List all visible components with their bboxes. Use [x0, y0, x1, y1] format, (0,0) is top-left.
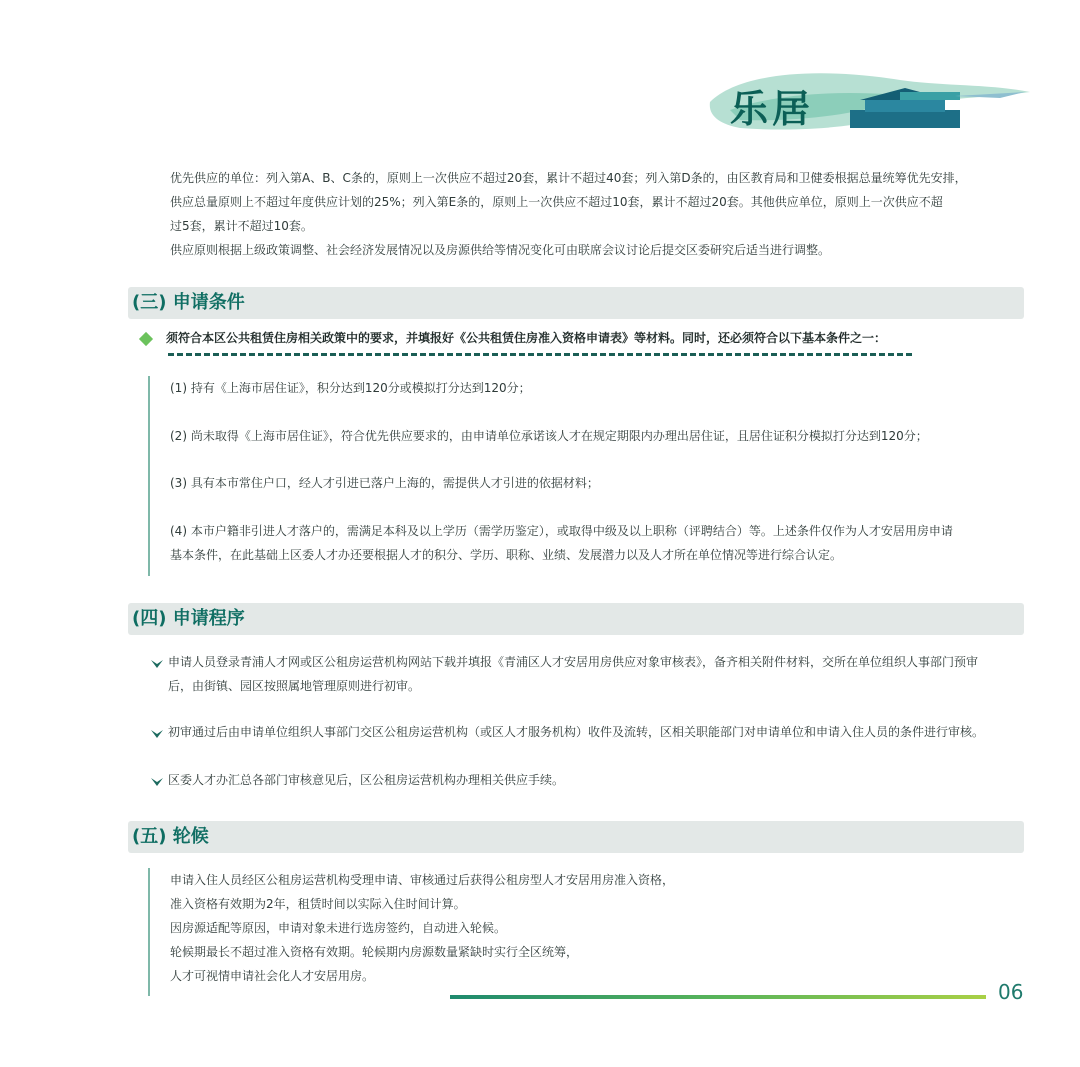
- condition-item-4-line: 基本条件，在此基础上区委人才办还要根据人才的积分、学历、职称、业绩、发展潜力以及人才所在单位情况等进行综合认定。: [170, 548, 843, 562]
- condition-item-4: [170, 519, 953, 567]
- condition-item-1: (1) 持有《上海市居住证》，积分达到120分或模拟打分达到120分；: [170, 381, 531, 395]
- condition-item-3: (3) 具有本市常住户口，经人才引进已落户上海的，需提供人才引进的依据材料；: [170, 476, 599, 490]
- section-title: (三) 申请条件: [132, 292, 245, 313]
- intro-line: 过5套，累计不超过10套。: [170, 219, 313, 233]
- intro-paragraph: [170, 166, 967, 262]
- procedure-step-line: 后，由街镇、园区按照属地管理原则进行初审。: [168, 679, 421, 693]
- chevron-down-icon: [150, 658, 164, 670]
- page-number: 06: [998, 980, 1024, 1004]
- procedure-step-1: [168, 650, 978, 698]
- condition-item-2: (2) 尚未取得《上海市居住证》，符合优先供应要求的，由申请单位承诺该人才在规定期限内办理出居住证，且居住证积分模拟打分达到120分；: [170, 429, 928, 443]
- waiting-list-line: 因房源适配等原因，申请对象未进行选房签约，自动进入轮候。: [170, 921, 507, 935]
- condition-item-4-line: (4) 本市户籍非引进人才落户的，需满足本科及以上学历（需学历鉴定），或取得中级及以上职称（评聘结合）等。上述条件仅作为人才安居用房申请: [170, 524, 953, 538]
- chevron-down-icon: [150, 728, 164, 740]
- logo-text: 乐居: [730, 86, 815, 131]
- waiting-list-line: 人才可视情申请社会化人才安居用房。: [170, 969, 375, 983]
- section3-vertical-rule: [148, 376, 150, 576]
- waiting-list-line: 申请入住人员经区公租房运营机构受理申请、审核通过后获得公租房型人才安居用房准入资格，: [170, 873, 675, 887]
- procedure-step-line: 申请人员登录青浦人才网或区公租房运营机构网站下载并填报《青浦区人才安居用房供应对象审核表》，备齐相关附件材料，交所在单位组织人事部门预审: [168, 655, 979, 669]
- waiting-list-line: 准入资格有效期为2年，租赁时间以实际入住时间计算。: [170, 897, 466, 911]
- section-title: (四) 申请程序: [132, 608, 245, 629]
- section-header-waiting-list: [128, 821, 1024, 853]
- diamond-bullet-icon: [139, 332, 153, 346]
- section-title: (五) 轮候: [132, 826, 209, 847]
- section-header-application-procedure: [128, 603, 1024, 635]
- procedure-step-2: 初审通过后由申请单位组织人事部门交区公租房运营机构（或区人才服务机构）收件及流转，区相关职能部门对申请单位和申请入住人员的条件进行审核。: [168, 725, 985, 739]
- footer-gradient-line: [450, 995, 986, 999]
- section5-vertical-rule: [148, 868, 150, 996]
- dashed-divider: [168, 353, 912, 356]
- intro-line: 优先供应的单位：列入第A、B、C条的，原则上一次供应不超过20套，累计不超过40套；列入第D条的，由区教育局和卫健委根据总量统筹优先安排，: [170, 171, 967, 185]
- chevron-down-icon: [150, 776, 164, 788]
- procedure-step-3: 区委人才办汇总各部门审核意见后，区公租房运营机构办理相关供应手续。: [168, 773, 565, 787]
- intro-line: 供应总量原则上不超过年度供应计划的25%；列入第E条的，原则上一次供应不超过10套，累计不超过20套。其他供应单位，原则上一次供应不超: [170, 195, 943, 209]
- waiting-list-paragraph: [170, 868, 674, 988]
- intro-line: 供应原则根据上级政策调整、社会经济发展情况以及房源供给等情况变化可由联席会议讨论后提交区委研究后适当进行调整。: [170, 243, 831, 257]
- section-header-application-conditions: [128, 287, 1024, 319]
- section3-lead: 须符合本区公共租赁住房相关政策中的要求，并填报好《公共租赁住房准入资格申请表》等材料。同时，还必须符合以下基本条件之一：: [166, 331, 887, 345]
- waiting-list-line: 轮候期最长不超过准入资格有效期。轮候期内房源数量紧缺时实行全区统筹，: [170, 945, 579, 959]
